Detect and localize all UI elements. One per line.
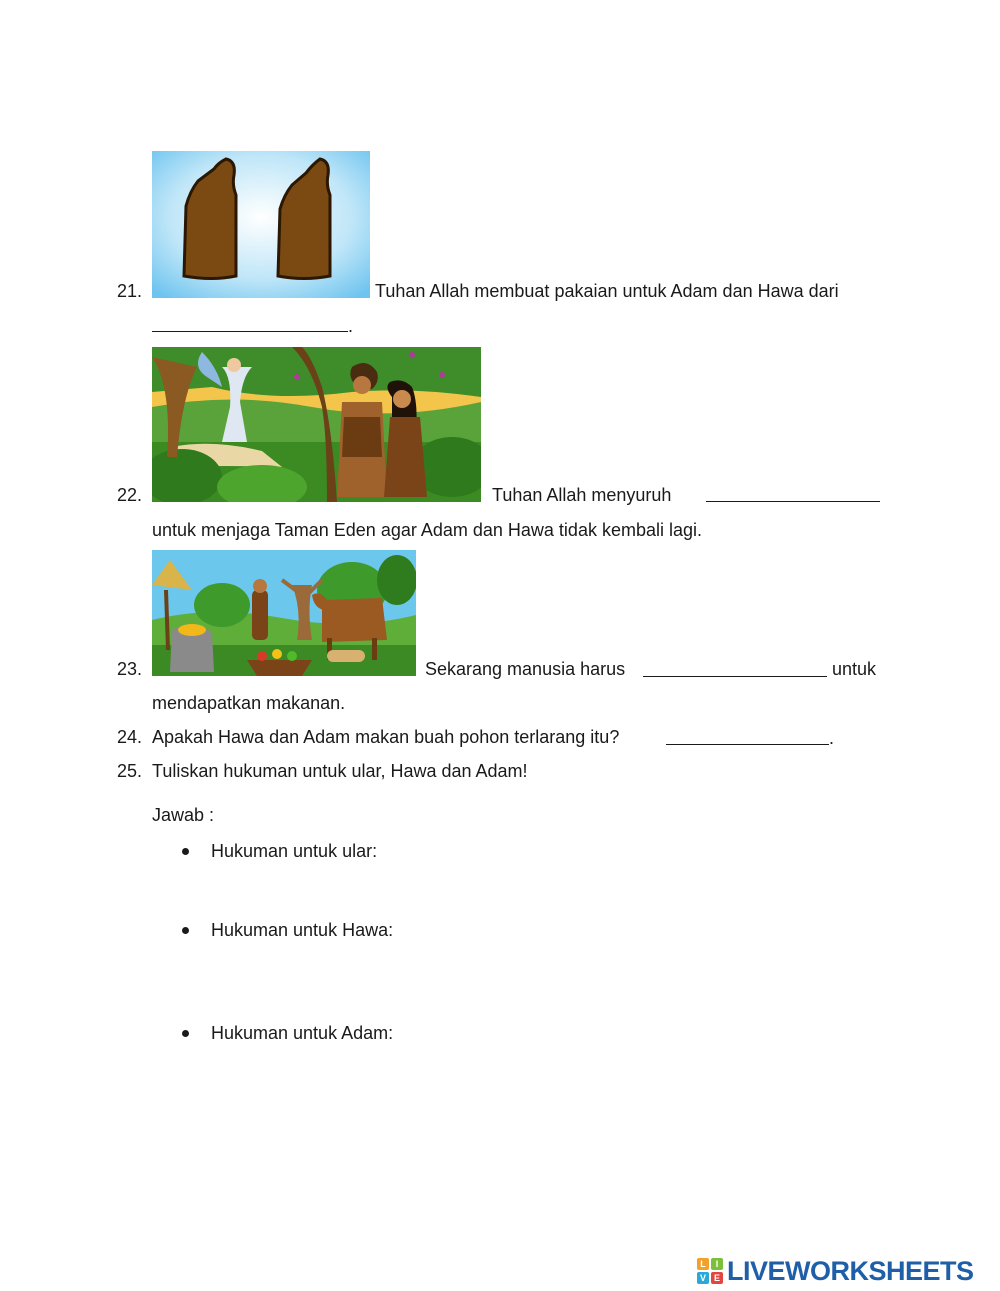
two-stone-tablets-image <box>152 151 370 298</box>
question-22-text: Tuhan Allah menyuruh <box>492 485 672 505</box>
question-24-answer-blank[interactable] <box>666 727 829 745</box>
farming-cattle-scene-image <box>152 550 416 676</box>
question-24-period: . <box>829 728 835 748</box>
question-23-text: Sekarang manusia harus <box>425 659 626 679</box>
punishment-hawa-label: Hukuman untuk Hawa: <box>211 920 394 940</box>
question-24-text: Apakah Hawa dan Adam makan buah pohon terlarang itu? <box>152 727 620 747</box>
question-23-text-after: untuk <box>832 659 877 679</box>
punishment-snake-label: Hukuman untuk ular: <box>211 841 378 861</box>
liveworksheets-logo[interactable] <box>697 1256 974 1286</box>
question-22-text-line2: untuk menjaga Taman Eden agar Adam dan Hawa tidak kembali lagi. <box>152 520 703 540</box>
question-21-answer-blank[interactable] <box>152 314 348 332</box>
punishment-adam-label: Hukuman untuk Adam: <box>211 1023 394 1043</box>
question-21-period: . <box>348 316 354 336</box>
answer-label: Jawab : <box>152 805 215 825</box>
liveworksheets-logo-text: LIVEWORKSHEETS <box>727 1255 974 1286</box>
question-25-text: Tuliskan hukuman untuk ular, Hawa dan Adam! <box>152 761 528 781</box>
punishment-hawa-input[interactable] <box>211 948 855 1010</box>
question-23-answer-blank[interactable] <box>643 659 827 677</box>
question-25-number: 25. <box>117 761 143 781</box>
bullet-dot <box>182 1030 189 1037</box>
punishment-adam-input[interactable] <box>211 1050 855 1112</box>
question-22-answer-blank[interactable] <box>706 484 880 502</box>
question-22-number: 22. <box>117 485 143 505</box>
punishment-snake-input[interactable] <box>211 868 855 910</box>
question-21-text: Tuhan Allah membuat pakaian untuk Adam dan Hawa dari <box>375 281 839 301</box>
question-21-number: 21. <box>117 281 143 301</box>
question-23-number: 23. <box>117 659 143 679</box>
liveworksheets-mark-icon: L I V E <box>697 1258 723 1284</box>
garden-eden-angel-adam-hawa-image <box>152 347 481 502</box>
bullet-dot <box>182 848 189 855</box>
question-24-number: 24. <box>117 727 143 747</box>
bullet-dot <box>182 927 189 934</box>
question-23-text-line2: mendapatkan makanan. <box>152 693 346 713</box>
